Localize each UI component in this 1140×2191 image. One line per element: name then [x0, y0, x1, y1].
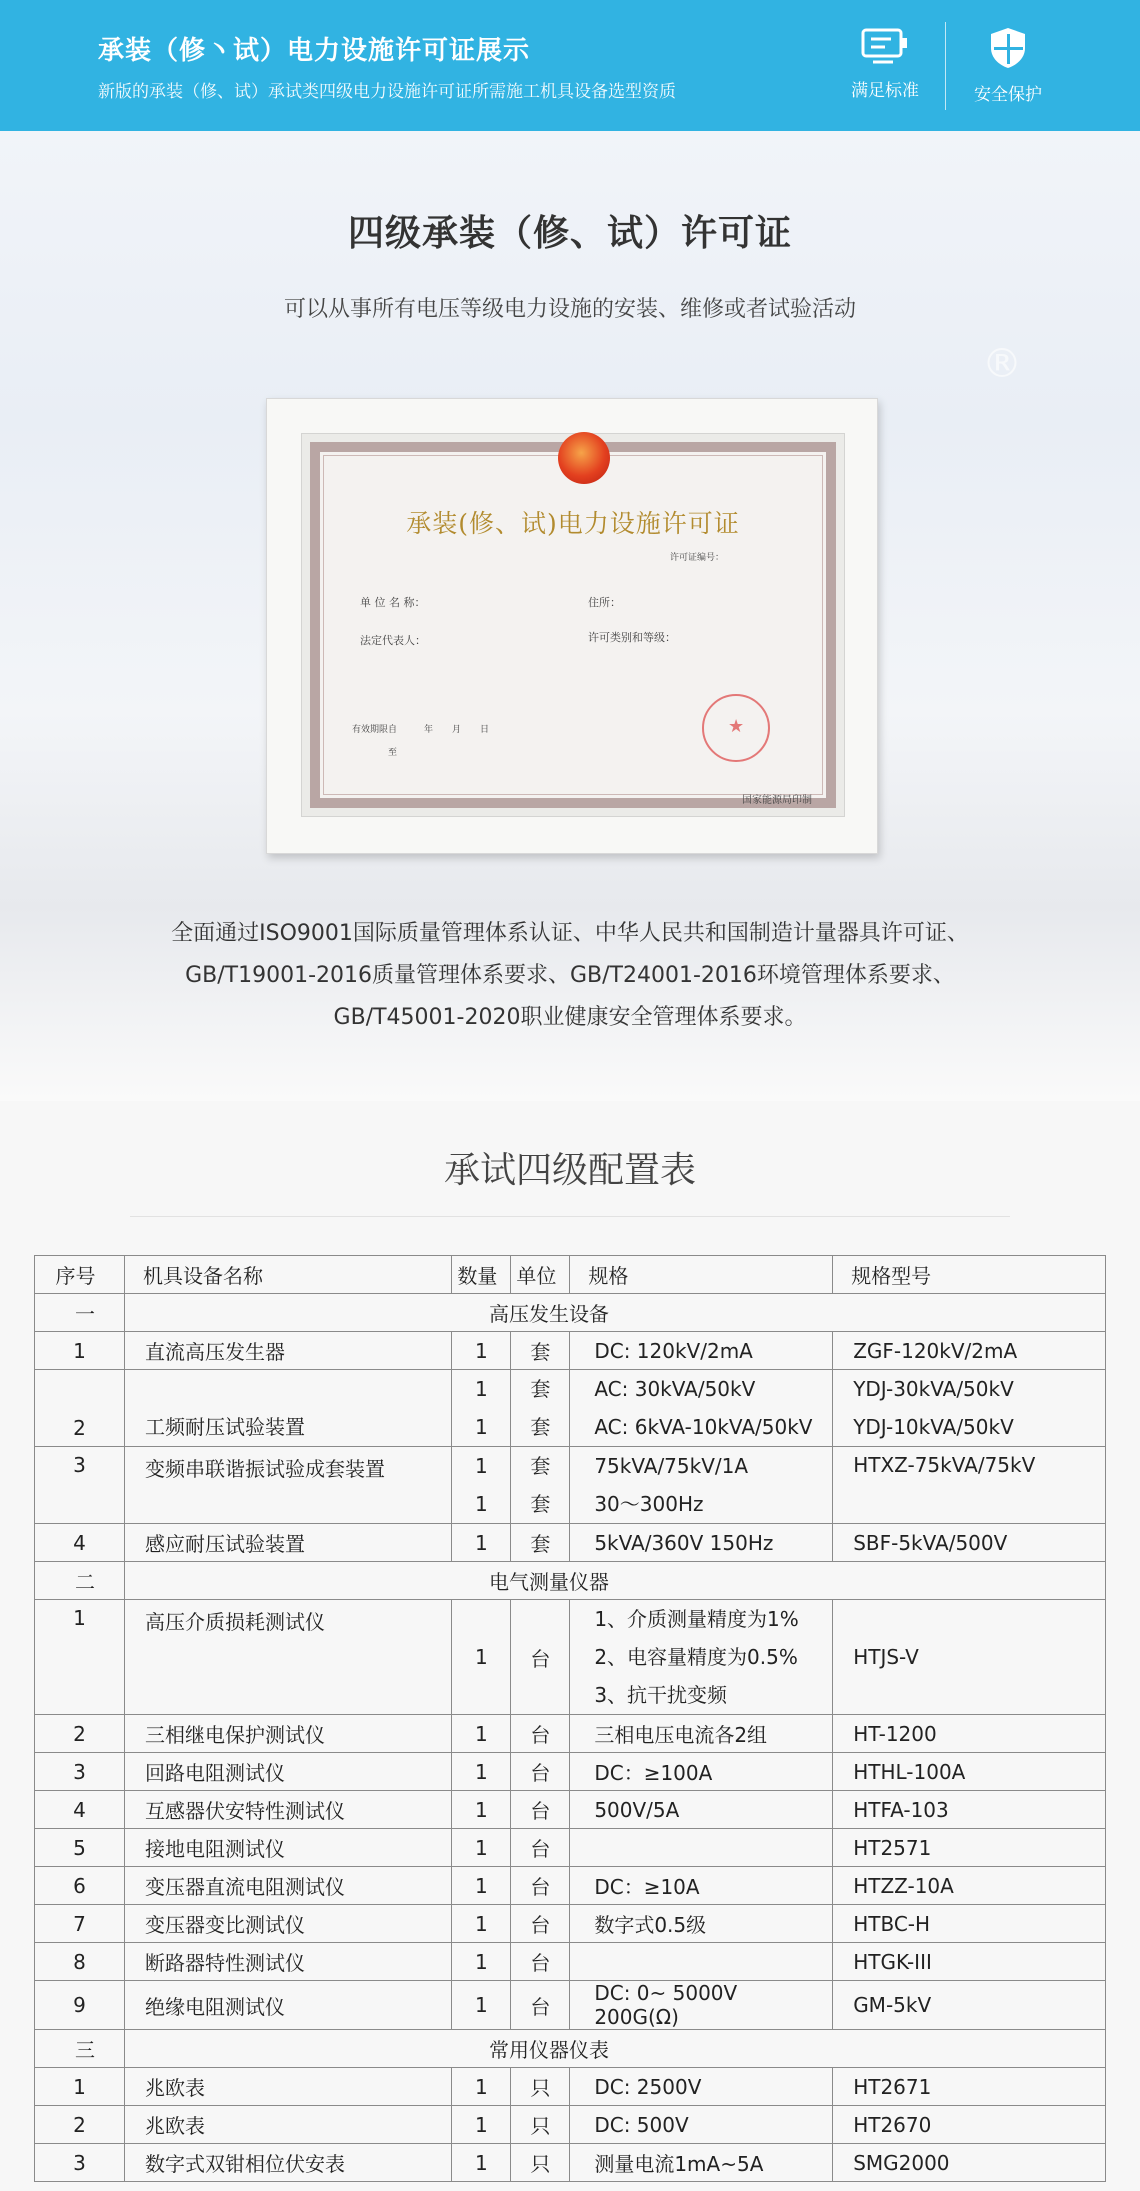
row-name: 直流高压发生器 — [124, 1332, 451, 1370]
header-title: 承装（修丶试）电力设施许可证展示 — [98, 36, 531, 66]
registered-mark-icon: ® — [982, 341, 1022, 387]
row-unit-line: 套 — [530, 1492, 551, 1516]
row-unit-line: 套 — [530, 1377, 551, 1401]
group-name: 常用仪器仪表 — [124, 2030, 1105, 2068]
header-subtitle: 新版的承装（修、试）承试类四级电力设施许可证所需施工机具设备选型资质 — [98, 82, 676, 102]
row-unit — [511, 1447, 570, 1524]
row-name: 变压器变比测试仪 — [124, 1905, 451, 1943]
row-index: 1 — [35, 1332, 125, 1370]
row-unit: 套 — [511, 1332, 570, 1370]
row-unit: 台 — [511, 1791, 570, 1829]
row-model: HTXZ-75kVA/75kV — [833, 1447, 1106, 1524]
row-index: 3 — [35, 1447, 125, 1524]
row-spec: 500V/5A — [570, 1791, 833, 1829]
row-unit: 台 — [511, 1867, 570, 1905]
table-row — [35, 1943, 1106, 1981]
row-qty: 1 — [452, 1332, 511, 1370]
row-index: 2 — [35, 1715, 125, 1753]
group-index: 二 — [35, 1562, 125, 1600]
row-spec-line: AC: 6kVA-10kVA/50kV — [594, 1415, 813, 1439]
certificate-valid-from-label: 有效期限自 — [352, 725, 398, 735]
row-spec-line: 30～300Hz — [594, 1492, 704, 1516]
header-divider — [945, 22, 946, 110]
row-model: GM-5kV — [833, 1981, 1106, 2030]
row-qty: 1 — [452, 1791, 511, 1829]
table-header-row — [35, 1256, 1106, 1294]
row-unit: 台 — [511, 1905, 570, 1943]
row-name: 回路电阻测试仪 — [124, 1753, 451, 1791]
row-model: HT-1200 — [833, 1715, 1106, 1753]
group-row — [35, 1562, 1106, 1600]
row-spec: DC：≥10A — [570, 1867, 833, 1905]
row-name: 数字式双钳相位伏安表 — [124, 2144, 451, 2182]
shield-icon — [988, 26, 1028, 70]
certificate-unit-name-label: 单 位 名 称： — [360, 596, 426, 609]
row-model: HTJS-V — [833, 1600, 1106, 1715]
certificate-mat — [301, 433, 845, 817]
row-index: 9 — [35, 1981, 125, 2030]
group-name: 电气测量仪器 — [124, 1562, 1105, 1600]
column-header-spec: 规格 — [570, 1256, 833, 1294]
row-spec: DC: 120kV/2mA — [570, 1332, 833, 1370]
row-index: 1 — [35, 1600, 125, 1715]
row-qty: 1 — [452, 1981, 511, 2030]
row-spec-line: 3、抗干扰变频 — [594, 1683, 728, 1707]
certificate-month-label: 月 — [452, 725, 462, 735]
row-model-line: YDJ-10kVA/50kV — [853, 1415, 1014, 1439]
row-model — [833, 1370, 1106, 1447]
badge-security-label: 安全保护 — [974, 85, 1042, 105]
table-row — [35, 2144, 1106, 2182]
row-spec: DC: 2500V — [570, 2068, 833, 2106]
config-title-divider — [130, 1216, 1010, 1217]
row-name: 变压器直流电阻测试仪 — [124, 1867, 451, 1905]
certificate-address-label: 住所： — [588, 596, 621, 609]
standard-icon — [859, 26, 911, 66]
row-index: 4 — [35, 1791, 125, 1829]
table-row — [35, 2068, 1106, 2106]
table-row — [35, 1905, 1106, 1943]
table-row — [35, 1332, 1106, 1370]
row-qty — [452, 1447, 511, 1524]
row-spec — [570, 1447, 833, 1524]
description-line: 全面通过ISO9001国际质量管理体系认证、中华人民共和国制造计量器具许可证、 — [171, 921, 969, 946]
row-qty: 1 — [452, 1753, 511, 1791]
row-spec: DC：≥100A — [570, 1753, 833, 1791]
row-index: 2 — [35, 2106, 125, 2144]
group-index: 三 — [35, 2030, 125, 2068]
row-index: 6 — [35, 1867, 125, 1905]
table-row — [35, 2106, 1106, 2144]
row-name: 兆欧表 — [124, 2068, 451, 2106]
row-model: HT2571 — [833, 1829, 1106, 1867]
row-index: 8 — [35, 1943, 125, 1981]
row-qty: 1 — [452, 1943, 511, 1981]
description-line: GB/T45001-2020职业健康安全管理体系要求。 — [333, 1005, 807, 1030]
official-seal-icon — [702, 694, 770, 762]
row-unit: 台 — [511, 1981, 570, 2030]
row-name: 工频耐压试验装置 — [124, 1370, 451, 1447]
row-name: 变频串联谐振试验成套装置 — [124, 1447, 451, 1524]
certificate-legal-rep-label: 法定代表人： — [360, 634, 426, 647]
row-qty — [452, 1370, 511, 1447]
config-table — [34, 1255, 1106, 2182]
badge-standard — [830, 26, 940, 101]
row-model: HTBC-H — [833, 1905, 1106, 1943]
row-model: HT2670 — [833, 2106, 1106, 2144]
row-unit: 台 — [511, 1943, 570, 1981]
row-index: 4 — [35, 1524, 125, 1562]
table-row — [35, 1867, 1106, 1905]
certificate-issuer: 国家能源局印制 — [742, 795, 812, 806]
license-subtitle: 可以从事所有电压等级电力设施的安装、维修或者试验活动 — [283, 297, 856, 322]
certification-description — [0, 913, 1140, 1039]
row-index: 5 — [35, 1829, 125, 1867]
row-model: ZGF-120kV/2mA — [833, 1332, 1106, 1370]
row-index: 3 — [35, 2144, 125, 2182]
row-spec: DC: 0~ 5000V 200G(Ω) — [570, 1981, 833, 2030]
row-spec-line: AC: 30kVA/50kV — [594, 1377, 756, 1401]
table-row — [35, 1829, 1106, 1867]
row-qty: 1 — [452, 1600, 511, 1715]
table-row — [35, 1524, 1106, 1562]
certificate-category-label: 许可类别和等级： — [588, 631, 676, 644]
row-model: SMG2000 — [833, 2144, 1106, 2182]
row-spec — [570, 1829, 833, 1867]
row-index: 3 — [35, 1753, 125, 1791]
column-header-unit: 单位 — [511, 1256, 570, 1294]
row-qty-line: 1 — [475, 1454, 488, 1478]
national-emblem-icon — [558, 432, 610, 484]
config-title: 承试四级配置表 — [443, 1150, 696, 1191]
row-spec: 5kVA/360V 150Hz — [570, 1524, 833, 1562]
row-model: HTFA-103 — [833, 1791, 1106, 1829]
certificate-license-no-label: 许可证编号： — [670, 553, 725, 563]
row-spec — [570, 1370, 833, 1447]
page-header — [0, 0, 1140, 131]
row-qty: 1 — [452, 1867, 511, 1905]
row-name: 接地电阻测试仪 — [124, 1829, 451, 1867]
certificate-day-label: 日 — [480, 725, 490, 735]
table-row — [35, 1370, 1106, 1447]
row-unit: 台 — [511, 1829, 570, 1867]
row-qty: 1 — [452, 1715, 511, 1753]
row-spec: 测量电流1mA~5A — [570, 2144, 833, 2182]
row-qty: 1 — [452, 1829, 511, 1867]
group-index: 一 — [35, 1294, 125, 1332]
row-unit-line: 套 — [530, 1454, 551, 1478]
row-unit-line: 套 — [530, 1415, 551, 1439]
row-index: 2 — [35, 1370, 125, 1447]
table-row — [35, 1981, 1106, 2030]
row-name: 兆欧表 — [124, 2106, 451, 2144]
row-qty-line: 1 — [475, 1377, 488, 1401]
table-row — [35, 1447, 1106, 1524]
row-unit: 只 — [511, 2068, 570, 2106]
table-row — [35, 1791, 1106, 1829]
table-row — [35, 1715, 1106, 1753]
column-header-qty: 数量 — [452, 1256, 511, 1294]
row-name: 高压介质损耗测试仪 — [124, 1600, 451, 1715]
row-name: 互感器伏安特性测试仪 — [124, 1791, 451, 1829]
certificate-frame — [266, 398, 878, 854]
row-unit: 台 — [511, 1715, 570, 1753]
table-row — [35, 1600, 1106, 1715]
row-model: HTHL-100A — [833, 1753, 1106, 1791]
row-index: 7 — [35, 1905, 125, 1943]
row-unit: 台 — [511, 1753, 570, 1791]
group-row — [35, 1294, 1106, 1332]
license-title: 四级承装（修、试）许可证 — [347, 213, 792, 254]
certificate-title: 承装(修、试)电力设施许可证 — [406, 509, 740, 538]
row-unit: 套 — [511, 1524, 570, 1562]
certificate-image — [310, 442, 836, 808]
row-spec-line: 75kVA/75kV/1A — [594, 1454, 749, 1478]
row-qty-line: 1 — [475, 1415, 488, 1439]
row-spec-line: 1、介质测量精度为1% — [594, 1607, 799, 1631]
row-index: 1 — [35, 2068, 125, 2106]
row-unit: 只 — [511, 2106, 570, 2144]
row-unit: 台 — [511, 1600, 570, 1715]
column-header-name: 机具设备名称 — [124, 1256, 451, 1294]
row-unit — [511, 1370, 570, 1447]
row-name: 感应耐压试验装置 — [124, 1524, 451, 1562]
certificate-valid-to-label: 至 — [388, 748, 398, 758]
row-spec: 三相电压电流各2组 — [570, 1715, 833, 1753]
column-header-model: 规格型号 — [833, 1256, 1106, 1294]
badge-security — [953, 26, 1063, 105]
row-qty: 1 — [452, 1524, 511, 1562]
row-model: HTGK-III — [833, 1943, 1106, 1981]
row-qty: 1 — [452, 2106, 511, 2144]
row-model: HTZZ-10A — [833, 1867, 1106, 1905]
row-model: SBF-5kVA/500V — [833, 1524, 1106, 1562]
row-spec: DC: 500V — [570, 2106, 833, 2144]
row-name: 绝缘电阻测试仪 — [124, 1981, 451, 2030]
row-model-line: YDJ-30kVA/50kV — [853, 1377, 1014, 1401]
row-qty-line: 1 — [475, 1492, 488, 1516]
row-name: 断路器特性测试仪 — [124, 1943, 451, 1981]
row-spec — [570, 1943, 833, 1981]
row-qty: 1 — [452, 2144, 511, 2182]
row-qty: 1 — [452, 1905, 511, 1943]
description-line: GB/T19001-2016质量管理体系要求、GB/T24001-2016环境管理体系要求、 — [185, 963, 955, 988]
row-spec — [570, 1600, 833, 1715]
row-qty: 1 — [452, 2068, 511, 2106]
table-row — [35, 1753, 1106, 1791]
certificate-year-label: 年 — [424, 725, 434, 735]
row-spec-line: 2、电容量精度为0.5% — [594, 1645, 798, 1669]
group-name: 高压发生设备 — [124, 1294, 1105, 1332]
row-unit: 只 — [511, 2144, 570, 2182]
row-name: 三相继电保护测试仪 — [124, 1715, 451, 1753]
group-row — [35, 2030, 1106, 2068]
badge-standard-label: 满足标准 — [851, 81, 919, 101]
row-model: HT2671 — [833, 2068, 1106, 2106]
column-header-index: 序号 — [35, 1256, 125, 1294]
row-spec: 数字式0.5级 — [570, 1905, 833, 1943]
